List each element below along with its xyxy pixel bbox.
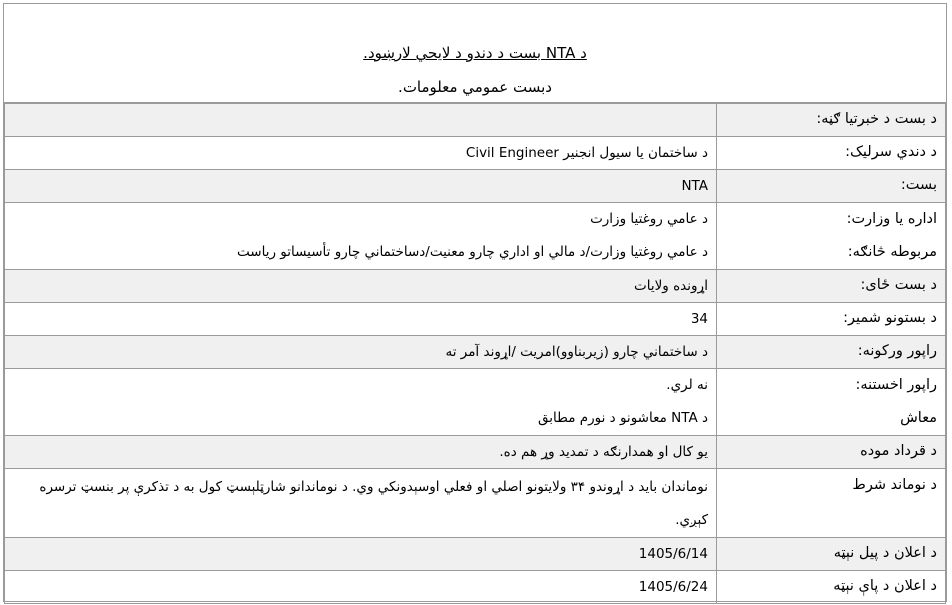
table-row <box>5 469 946 538</box>
row-value: اړونده ولايات <box>5 270 717 303</box>
row-label: د بستونو شمير: <box>717 303 946 336</box>
row-label: د بست ځای: <box>717 270 946 303</box>
row-value: د ساختماني چارو (زيربناوو)امريت /اړوند آمر ته <box>5 336 717 369</box>
row-label <box>717 369 946 436</box>
row-label <box>717 203 946 270</box>
row-label: د اعلان د پيل نېټه <box>717 538 946 571</box>
row-value-line: نه لري. <box>666 377 708 393</box>
row-value: NTA <box>5 170 717 203</box>
row-label: د نوماند شرط <box>717 469 946 538</box>
row-value <box>5 203 717 270</box>
row-label: د دندي سرليک: <box>717 137 946 170</box>
table-row <box>5 170 946 203</box>
table-row <box>5 104 946 137</box>
table-row <box>5 538 946 571</box>
row-value: يو کال او همدارنګه د تمديد وړ هم ده. <box>5 436 717 469</box>
row-label-line: مربوطه څانګه: <box>847 244 937 260</box>
table-row <box>5 303 946 336</box>
job-info-table <box>4 103 946 604</box>
document-title <box>4 44 946 62</box>
row-value <box>5 104 717 137</box>
row-value-line: د عامي روغتيا وزارت/د مالي او اداري چارو معنيت/دساختماني چارو تأسيساتو رياست <box>237 244 708 260</box>
row-label: راپور ورکونه: <box>717 336 946 369</box>
row-label: د قرداد موده <box>717 436 946 469</box>
row-value-line: د عامي روغتيا وزارت <box>590 211 708 227</box>
document-header <box>4 4 946 103</box>
table-row <box>5 571 946 604</box>
row-label: د بست د خبرتيا ګڼه: <box>717 104 946 137</box>
row-value-line: د NTA معاشونو د نورم مطابق <box>538 410 708 426</box>
row-label-line: معاش <box>900 410 937 426</box>
table-row <box>5 203 946 270</box>
title-text: د NTA بست د دندو د لايحي لارښود. <box>363 44 587 62</box>
table-row <box>5 369 946 436</box>
row-value <box>5 369 717 436</box>
row-label-line: اداره يا وزارت: <box>846 211 937 227</box>
table-row <box>5 436 946 469</box>
row-value: د ساختمان يا سيول انجنير Civil Engineer <box>5 137 717 170</box>
row-value: 1405/6/14 <box>5 538 717 571</box>
table-row <box>5 336 946 369</box>
table-row <box>5 137 946 170</box>
row-label: بست: <box>717 170 946 203</box>
row-label: د اعلان د پاې نېټه <box>717 571 946 604</box>
document-subtitle: دبست عمومي معلومات. <box>398 78 552 96</box>
row-value: 34 <box>5 303 717 336</box>
row-label-line: راپور اخستنه: <box>855 377 937 393</box>
table-row <box>5 270 946 303</box>
row-value: نوماندان بايد د اړوندو ۳۴ ولايتونو اصلي او فعلي اوسېدونکي وي. د نوماندانو شارټلېسټ کول به د تذکرې پر بنسټ ترسره کېږي. <box>5 469 717 538</box>
row-value: 1405/6/24 <box>5 571 717 604</box>
